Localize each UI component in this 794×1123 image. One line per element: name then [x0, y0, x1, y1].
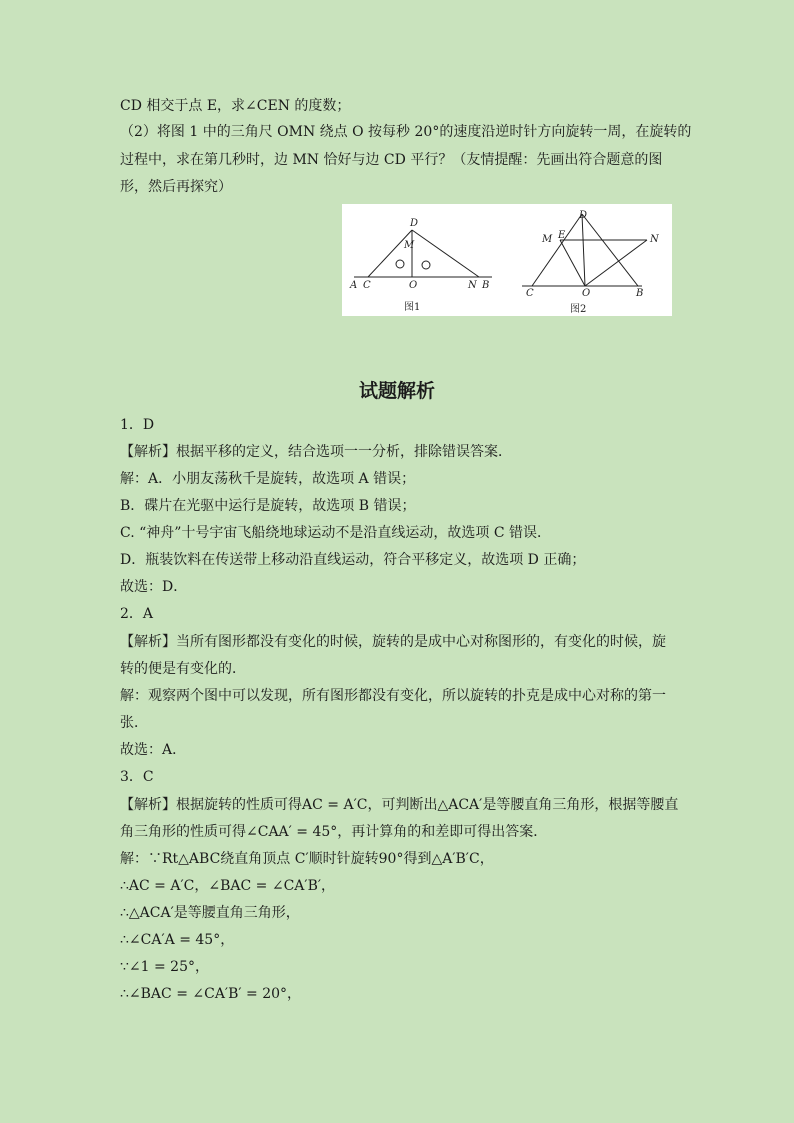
- fig2-side-DO: [582, 214, 585, 286]
- fig2-side-CD: [532, 214, 582, 286]
- fig1-hole-left: [396, 260, 404, 268]
- fig2-label-B: B: [636, 288, 644, 299]
- fig1-side-CD: [368, 230, 412, 277]
- fig2-label-C: C: [526, 288, 534, 299]
- answer-1-number: 1．D: [120, 417, 155, 433]
- answer-1-line-a: 解：A．小朋友荡秋千是旋转，故选项 A 错误；: [120, 471, 416, 487]
- answer-2-number: 2．A: [120, 606, 154, 622]
- fig2-label-O: O: [582, 288, 591, 299]
- fig1-label-A: A: [350, 280, 358, 291]
- figure-panel: [342, 204, 672, 316]
- answer-3-number: 3．C: [120, 769, 154, 785]
- answer-3-analysis-1: 【解析】根据旋转的性质可得AC = A′C，可判断出△ACA′是等腰直角三角形，根据等腰直: [120, 797, 679, 813]
- answer-3-step-3: ∴△ACA′是等腰直角三角形，: [120, 905, 300, 921]
- fig1-hole-right: [422, 261, 430, 269]
- fig2-side-DB: [582, 214, 638, 286]
- fig1-side-DN: [412, 230, 479, 277]
- fig1-label-N: N: [468, 280, 477, 291]
- fig2-caption: 图2: [570, 304, 587, 315]
- figure-1: [354, 230, 492, 277]
- answer-3-step-5: ∵∠1 = 25°，: [120, 959, 209, 975]
- answer-3-step-2: ∴AC = A′C，∠BAC = ∠CA′B′，: [120, 878, 336, 894]
- geometry-figures: [342, 204, 672, 316]
- problem-line-4: 形，然后再探究）: [120, 179, 232, 195]
- answer-1-analysis: 【解析】根据平移的定义，结合选项一一分析，排除错误答案．: [120, 444, 512, 460]
- fig2-label-D: D: [579, 210, 588, 221]
- fig1-label-C: C: [363, 280, 371, 291]
- answer-3-step-1: 解：∵Rt△ABC绕直角顶点 C′顺时针旋转90°得到△A′B′C，: [120, 851, 494, 867]
- answer-1-line-b: B．碟片在光驱中运行是旋转，故选项 B 错误；: [120, 498, 416, 514]
- answer-3-step-6: ∴∠BAC = ∠CA′B′ = 20°，: [120, 986, 302, 1002]
- fig1-label-B: B: [482, 280, 490, 291]
- answer-1-line-c: C. “神舟”十号宇宙飞船绕地球运动不是沿直线运动，故选项 C 错误．: [120, 525, 552, 541]
- fig1-label-D: D: [410, 218, 419, 229]
- fig2-label-E: E: [558, 230, 566, 241]
- answer-1-conclusion: 故选：D．: [120, 579, 188, 595]
- fig1-label-M: M: [404, 240, 415, 251]
- section-title: 试题解析: [358, 380, 435, 402]
- answer-2-conclusion: 故选：A．: [120, 742, 187, 758]
- answer-2-analysis-2: 转的便是有变化的．: [120, 661, 246, 677]
- answer-3-analysis-2: 角三角形的性质可得∠CAA′ = 45°，再计算角的和差即可得出答案．: [120, 824, 548, 840]
- problem-line-1: CD 相交于点 E，求∠CEN 的度数；: [120, 98, 351, 114]
- fig2-side-NO: [585, 240, 647, 286]
- fig2-label-N: N: [650, 234, 659, 245]
- fig1-label-O: O: [409, 280, 418, 291]
- answer-1-line-d: D．瓶装饮料在传送带上移动沿直线运动，符合平移定义，故选项 D 正确；: [120, 552, 586, 568]
- answer-2-solution-1: 解：观察两个图中可以发现，所有图形都没有变化，所以旋转的扑克是成中心对称的第一: [120, 688, 666, 704]
- answer-2-solution-2: 张．: [120, 715, 148, 731]
- figure-2: [522, 214, 647, 286]
- answer-2-analysis-1: 【解析】当所有图形都没有变化的时候，旋转的是成中心对称图形的，有变化的时候，旋: [120, 634, 666, 650]
- fig2-side-MO: [560, 240, 585, 286]
- fig2-label-M: M: [542, 234, 553, 245]
- answer-3-step-4: ∴∠CA′A = 45°，: [120, 932, 235, 948]
- fig1-caption: 图1: [404, 302, 421, 313]
- problem-line-3: 过程中，求在第几秒时，边 MN 恰好与边 CD 平行？（友情提醒：先画出符合题意的图: [120, 152, 663, 168]
- problem-line-2: （2）将图 1 中的三角尺 OMN 绕点 O 按每秒 20°的速度沿逆时针方向旋转一周，在旋转的: [120, 124, 692, 140]
